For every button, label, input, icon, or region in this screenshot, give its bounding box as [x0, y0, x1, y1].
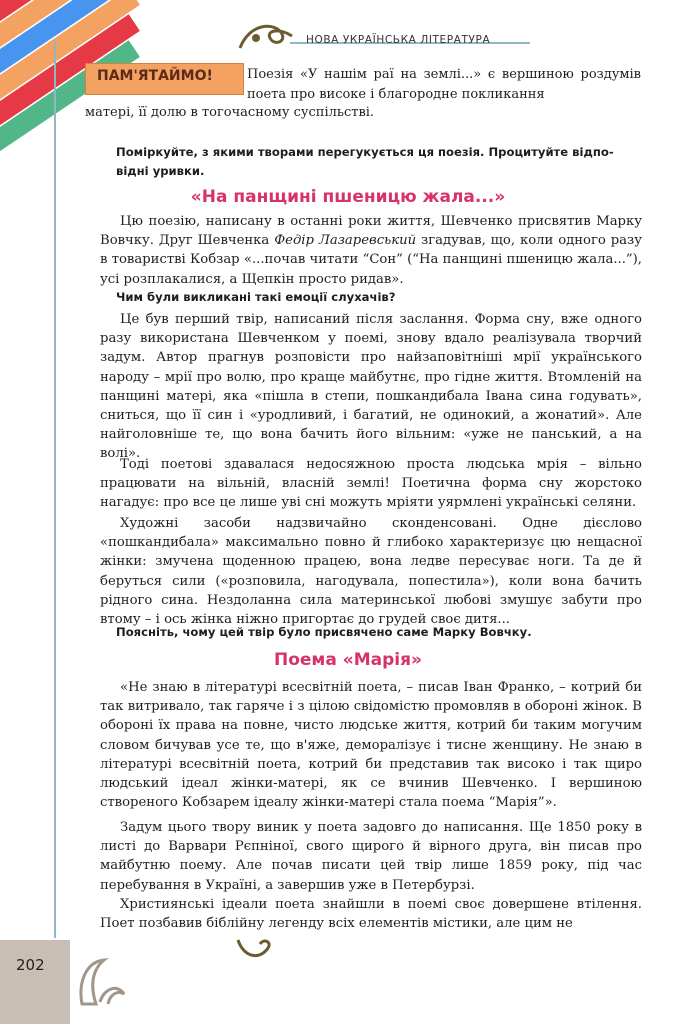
- task-2: Чим були викликані такі емоції слухачів?: [116, 290, 396, 304]
- section-2-title: Поема «Марія»: [274, 650, 422, 670]
- s2-p3-text: Християнські ідеали поета знайшли в поемі своє довершене втілення. Поет позбавив біблійну легенду всіх елементів містики, але цим не: [100, 897, 642, 932]
- page-number: 202: [16, 956, 45, 974]
- section-1-paragraph-2: [100, 310, 642, 464]
- s2-p2-text: Задум цього твору виник у поета задовго до написання. Ще 1850 року в листі до Варвари Рєпніної, свого щирого й вірного друга, він писав про майбутню поему. Але почав писати цей твір лише 1859 року, під час перебування в Україні, а завершив уже в Петербурзі.: [100, 820, 642, 893]
- remember-label: ПАМ'ЯТАЙМО!: [97, 68, 213, 84]
- section-1-paragraph-3: [100, 455, 642, 513]
- p1-text-a: Цю поезію, написану в останні роки життя, Шевченко присвятив Марку Вовчку. Друг Шевченка: [100, 214, 642, 249]
- task-1-line-2: відні уривки.: [116, 164, 205, 178]
- header-ornament-icon: [236, 18, 296, 52]
- running-title: НОВА УКРАЇНСЬКА ЛІТЕРАТУРА: [306, 34, 491, 46]
- s2-p1-text: «Не знаю в літературі всесвітній поета, – писав Іван Франко, – котрий би так витривало, так гаряче і з цілою свідомістю промовляв в обороні жінок. В обороні їх права на повне, чисто людське життя, котрий би таким могучим словом бичував усе те, що в'яже, деморалізує і тисне женщину. Не знаю в літературі всесвітній поета, котрий би представив так високо і так щиро людський ідеал жінки-матері, як се вчинив Шевченко. І вершиною створеного Кобзарем ідеалу жінки-матері стала поема “Марія”».: [100, 680, 642, 811]
- p1-author-name: Федір Лазаревський: [274, 233, 417, 249]
- remember-text: Поезія «У нашім раї на землі...» є вершиною роздумів поета про високе і благородне покликання: [247, 67, 641, 102]
- footer-ornament-icon: [234, 936, 274, 964]
- p2-text: Це був перший твір, написаний після заслання. Форма сну, вже одного разу використана Шевченком у поемі, знову вдало реалізувала творчий задум. Автор прагнув розповісти про найзаповітніші мрії українського народу – мрії про волю, про краще майбутнє, про гідне життя. Втомленій на панщині матері, яка «пішла в степи, пошкандибала Івана сина годувать», сниться, що її син і «уродливий, і багатий, не одинокий, а жонатий». Але найголовніше те, що вона бачить його вільним: «уже не панський, а на волі».: [100, 312, 642, 462]
- margin-line: [54, 40, 56, 938]
- remember-text-cont: матері, її долю в тогочасному суспільстві.: [85, 105, 375, 120]
- section-1-paragraph-1: [100, 212, 642, 289]
- p4-text: Художні засоби надзвичайно сконденсовані. Одне дієслово «пошкандибала» максимально повно й глибоко характеризує цю нещасної жінки: змучена щоденною працею, вона ледве пересуває ноги. Та де й беруться сили («розповила, нагодувала, попестила»), коли вона бачить рідного сина. Нездоланна сила материнської любові змушує забути про втому – і ось жінка ніжно пригортає до грудей своє дитя...: [100, 516, 642, 628]
- section-2-paragraph-1: [100, 678, 642, 812]
- task-1-line-1: Поміркуйте, з якими творами перегукується ця поезія. Процитуйте відпо-: [116, 145, 614, 159]
- publisher-logo-icon: [74, 952, 130, 1012]
- page-corner-block: [0, 940, 70, 1024]
- task-3: Поясніть, чому цей твір було присвячено саме Марку Вовчку.: [116, 625, 532, 639]
- p1-text-b: згадував, що, коли одного разу в товаристві Кобзар «...почав читати “Сон” (“На панщині пшеницю жала...”), усі розплакалися, а Щепкін просто ридав».: [100, 233, 642, 287]
- section-1-paragraph-4: [100, 514, 642, 629]
- section-2-paragraph-3: [100, 895, 642, 933]
- section-2-paragraph-2: [100, 818, 642, 895]
- p3-text: Тоді поетові здавалася недосяжною проста людська мрія – вільно працювати на вільній, власній землі! Поетична форма сну жорстоко нагадує: про все це лише уві сні можуть мріяти уярмлені українські селяни.: [100, 457, 642, 511]
- section-1-title: «На панщині пшеницю жала...»: [190, 187, 506, 207]
